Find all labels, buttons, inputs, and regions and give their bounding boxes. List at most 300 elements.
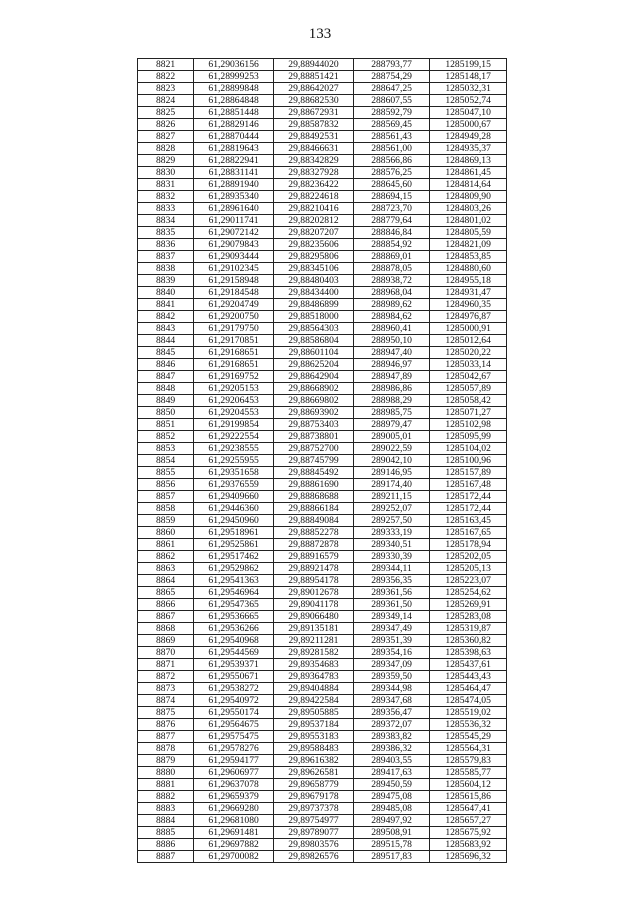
latitude-cell: 61,29529862 [194,563,274,575]
longitude-cell: 29,88518000 [274,311,354,323]
longitude-cell: 29,88852278 [274,527,354,539]
table-row [138,839,507,851]
longitude-cell: 29,88672931 [274,107,354,119]
point-number-cell: 8859 [138,515,194,527]
table-row [138,479,507,491]
point-number-cell: 8874 [138,695,194,707]
longitude-cell: 29,88866184 [274,503,354,515]
x-coordinate-cell: 288985,75 [353,407,429,419]
table-row [138,107,507,119]
x-coordinate-cell: 288947,40 [353,347,429,359]
latitude-cell: 61,29168651 [194,359,274,371]
latitude-cell: 61,28829146 [194,119,274,131]
table-row [138,215,507,227]
latitude-cell: 61,29546964 [194,587,274,599]
x-coordinate-cell: 289383,82 [353,731,429,743]
table-row [138,119,507,131]
y-coordinate-cell: 1285172,44 [430,491,507,503]
y-coordinate-cell: 1285675,92 [430,827,507,839]
x-coordinate-cell: 288950,10 [353,335,429,347]
y-coordinate-cell: 1284880,60 [430,263,507,275]
longitude-cell: 29,89803576 [274,839,354,851]
latitude-cell: 61,29700082 [194,851,274,863]
longitude-cell: 29,88480403 [274,275,354,287]
y-coordinate-cell: 1285100,96 [430,455,507,467]
y-coordinate-cell: 1285604,12 [430,779,507,791]
longitude-cell: 29,88224618 [274,191,354,203]
x-coordinate-cell: 288979,47 [353,419,429,431]
latitude-cell: 61,28819643 [194,143,274,155]
y-coordinate-cell: 1285696,32 [430,851,507,863]
table-row [138,227,507,239]
y-coordinate-cell: 1285360,82 [430,635,507,647]
table-row [138,659,507,671]
x-coordinate-cell: 289351,39 [353,635,429,647]
table-row [138,491,507,503]
y-coordinate-cell: 1285283,08 [430,611,507,623]
longitude-cell: 29,88564303 [274,323,354,335]
x-coordinate-cell: 288645,60 [353,179,429,191]
longitude-cell: 29,88845492 [274,467,354,479]
y-coordinate-cell: 1285564,31 [430,743,507,755]
x-coordinate-cell: 289356,35 [353,575,429,587]
point-number-cell: 8870 [138,647,194,659]
table-row [138,263,507,275]
x-coordinate-cell: 289174,40 [353,479,429,491]
x-coordinate-cell: 288793,77 [353,59,429,71]
latitude-cell: 61,29525861 [194,539,274,551]
x-coordinate-cell: 288561,43 [353,131,429,143]
x-coordinate-cell: 289333,19 [353,527,429,539]
y-coordinate-cell: 1285057,89 [430,383,507,395]
x-coordinate-cell: 288869,01 [353,251,429,263]
table-row [138,71,507,83]
y-coordinate-cell: 1285545,29 [430,731,507,743]
y-coordinate-cell: 1285000,91 [430,323,507,335]
table-row [138,575,507,587]
y-coordinate-cell: 1285020,22 [430,347,507,359]
x-coordinate-cell: 289497,92 [353,815,429,827]
x-coordinate-cell: 289022,59 [353,443,429,455]
latitude-cell: 61,29351658 [194,467,274,479]
point-number-cell: 8887 [138,851,194,863]
table-row [138,755,507,767]
point-number-cell: 8821 [138,59,194,71]
table-row [138,587,507,599]
latitude-cell: 61,29538272 [194,683,274,695]
longitude-cell: 29,88849084 [274,515,354,527]
latitude-cell: 61,29637078 [194,779,274,791]
latitude-cell: 61,29536266 [194,623,274,635]
latitude-cell: 61,28891940 [194,179,274,191]
point-number-cell: 8852 [138,431,194,443]
y-coordinate-cell: 1284814,64 [430,179,507,191]
latitude-cell: 61,29517462 [194,551,274,563]
longitude-cell: 29,88625204 [274,359,354,371]
point-number-cell: 8841 [138,299,194,311]
point-number-cell: 8864 [138,575,194,587]
x-coordinate-cell: 289475,08 [353,791,429,803]
point-number-cell: 8827 [138,131,194,143]
x-coordinate-cell: 289330,39 [353,551,429,563]
point-number-cell: 8833 [138,203,194,215]
x-coordinate-cell: 289361,56 [353,587,429,599]
table-row [138,683,507,695]
latitude-cell: 61,28899848 [194,83,274,95]
point-number-cell: 8869 [138,635,194,647]
table-row [138,515,507,527]
latitude-cell: 61,29550671 [194,671,274,683]
x-coordinate-cell: 288566,86 [353,155,429,167]
y-coordinate-cell: 1285102,98 [430,419,507,431]
y-coordinate-cell: 1285319,87 [430,623,507,635]
point-number-cell: 8860 [138,527,194,539]
x-coordinate-cell: 289485,08 [353,803,429,815]
table-row [138,395,507,407]
latitude-cell: 61,29179750 [194,323,274,335]
latitude-cell: 61,29204749 [194,299,274,311]
latitude-cell: 61,29518961 [194,527,274,539]
point-number-cell: 8822 [138,71,194,83]
x-coordinate-cell: 289450,59 [353,779,429,791]
y-coordinate-cell: 1285202,05 [430,551,507,563]
point-number-cell: 8882 [138,791,194,803]
y-coordinate-cell: 1284935,37 [430,143,507,155]
longitude-cell: 29,89135181 [274,623,354,635]
table-row [138,719,507,731]
table-row [138,551,507,563]
longitude-cell: 29,89789077 [274,827,354,839]
point-number-cell: 8847 [138,371,194,383]
point-number-cell: 8867 [138,611,194,623]
longitude-cell: 29,88954178 [274,575,354,587]
x-coordinate-cell: 289347,49 [353,623,429,635]
table-row [138,503,507,515]
x-coordinate-cell: 289042,10 [353,455,429,467]
longitude-cell: 29,88466631 [274,143,354,155]
y-coordinate-cell: 1284809,90 [430,191,507,203]
longitude-cell: 29,88668902 [274,383,354,395]
table-row [138,311,507,323]
table-row [138,455,507,467]
point-number-cell: 8824 [138,95,194,107]
point-number-cell: 8837 [138,251,194,263]
y-coordinate-cell: 1285519,02 [430,707,507,719]
table-row [138,611,507,623]
table-row [138,251,507,263]
y-coordinate-cell: 1285536,32 [430,719,507,731]
x-coordinate-cell: 288946,97 [353,359,429,371]
latitude-cell: 61,29669280 [194,803,274,815]
table-row [138,191,507,203]
point-number-cell: 8873 [138,683,194,695]
longitude-cell: 29,88916579 [274,551,354,563]
y-coordinate-cell: 1284931,47 [430,287,507,299]
longitude-cell: 29,88921478 [274,563,354,575]
y-coordinate-cell: 1285058,42 [430,395,507,407]
y-coordinate-cell: 1285178,94 [430,539,507,551]
y-coordinate-cell: 1285464,47 [430,683,507,695]
latitude-cell: 61,29170851 [194,335,274,347]
point-number-cell: 8832 [138,191,194,203]
x-coordinate-cell: 289349,14 [353,611,429,623]
x-coordinate-cell: 288694,15 [353,191,429,203]
table-row [138,155,507,167]
point-number-cell: 8871 [138,659,194,671]
longitude-cell: 29,88872878 [274,539,354,551]
point-number-cell: 8829 [138,155,194,167]
latitude-cell: 61,28831141 [194,167,274,179]
x-coordinate-cell: 288576,25 [353,167,429,179]
y-coordinate-cell: 1285615,86 [430,791,507,803]
latitude-cell: 61,28935340 [194,191,274,203]
point-number-cell: 8836 [138,239,194,251]
y-coordinate-cell: 1285199,15 [430,59,507,71]
longitude-cell: 29,89737378 [274,803,354,815]
y-coordinate-cell: 1284805,59 [430,227,507,239]
x-coordinate-cell: 289359,50 [353,671,429,683]
y-coordinate-cell: 1284821,09 [430,239,507,251]
longitude-cell: 29,89588483 [274,743,354,755]
point-number-cell: 8863 [138,563,194,575]
longitude-cell: 29,89041178 [274,599,354,611]
x-coordinate-cell: 288754,29 [353,71,429,83]
latitude-cell: 61,29168651 [194,347,274,359]
point-number-cell: 8862 [138,551,194,563]
table-row [138,275,507,287]
point-number-cell: 8828 [138,143,194,155]
table-row [138,167,507,179]
longitude-cell: 29,88236422 [274,179,354,191]
table-row [138,815,507,827]
latitude-cell: 61,28851448 [194,107,274,119]
y-coordinate-cell: 1285474,05 [430,695,507,707]
longitude-cell: 29,88851421 [274,71,354,83]
longitude-cell: 29,88210416 [274,203,354,215]
point-number-cell: 8825 [138,107,194,119]
x-coordinate-cell: 289252,07 [353,503,429,515]
longitude-cell: 29,88207207 [274,227,354,239]
latitude-cell: 61,29072142 [194,227,274,239]
x-coordinate-cell: 289257,50 [353,515,429,527]
y-coordinate-cell: 1284869,13 [430,155,507,167]
x-coordinate-cell: 288988,29 [353,395,429,407]
longitude-cell: 29,88642027 [274,83,354,95]
longitude-cell: 29,88753403 [274,419,354,431]
longitude-cell: 29,88434400 [274,287,354,299]
table-row [138,467,507,479]
table-row [138,695,507,707]
x-coordinate-cell: 289508,91 [353,827,429,839]
latitude-cell: 61,29200750 [194,311,274,323]
point-number-cell: 8842 [138,311,194,323]
y-coordinate-cell: 1285167,48 [430,479,507,491]
table-row [138,539,507,551]
point-number-cell: 8831 [138,179,194,191]
table-row [138,347,507,359]
latitude-cell: 61,29697882 [194,839,274,851]
y-coordinate-cell: 1285398,63 [430,647,507,659]
table-row [138,83,507,95]
x-coordinate-cell: 289347,68 [353,695,429,707]
table-row [138,179,507,191]
longitude-cell: 29,89658779 [274,779,354,791]
longitude-cell: 29,88202812 [274,215,354,227]
x-coordinate-cell: 289340,51 [353,539,429,551]
latitude-cell: 61,29102345 [194,263,274,275]
point-number-cell: 8855 [138,467,194,479]
table-row [138,431,507,443]
table-row [138,287,507,299]
y-coordinate-cell: 1285254,62 [430,587,507,599]
page-number: 133 [308,26,332,42]
point-number-cell: 8830 [138,167,194,179]
latitude-cell: 61,29446360 [194,503,274,515]
latitude-cell: 61,29450960 [194,515,274,527]
latitude-cell: 61,29079843 [194,239,274,251]
y-coordinate-cell: 1285033,14 [430,359,507,371]
x-coordinate-cell: 288846,84 [353,227,429,239]
x-coordinate-cell: 288968,04 [353,287,429,299]
longitude-cell: 29,88868688 [274,491,354,503]
latitude-cell: 61,29540972 [194,695,274,707]
x-coordinate-cell: 288878,05 [353,263,429,275]
table-row [138,527,507,539]
longitude-cell: 29,88601104 [274,347,354,359]
longitude-cell: 29,89679178 [274,791,354,803]
latitude-cell: 61,29575475 [194,731,274,743]
longitude-cell: 29,89626581 [274,767,354,779]
table-row [138,623,507,635]
y-coordinate-cell: 1285205,13 [430,563,507,575]
table-row [138,239,507,251]
longitude-cell: 29,88642904 [274,371,354,383]
longitude-cell: 29,89754977 [274,815,354,827]
y-coordinate-cell: 1285042,67 [430,371,507,383]
latitude-cell: 61,29206453 [194,395,274,407]
longitude-cell: 29,89826576 [274,851,354,863]
point-number-cell: 8884 [138,815,194,827]
latitude-cell: 61,29238555 [194,443,274,455]
longitude-cell: 29,88669802 [274,395,354,407]
latitude-cell: 61,29158948 [194,275,274,287]
point-number-cell: 8844 [138,335,194,347]
point-number-cell: 8872 [138,671,194,683]
table-row [138,779,507,791]
y-coordinate-cell: 1285443,43 [430,671,507,683]
point-number-cell: 8838 [138,263,194,275]
point-number-cell: 8861 [138,539,194,551]
latitude-cell: 61,29169752 [194,371,274,383]
y-coordinate-cell: 1284955,18 [430,275,507,287]
y-coordinate-cell: 1285269,91 [430,599,507,611]
point-number-cell: 8856 [138,479,194,491]
latitude-cell: 61,29606977 [194,767,274,779]
latitude-cell: 61,29547365 [194,599,274,611]
latitude-cell: 61,29539371 [194,659,274,671]
y-coordinate-cell: 1285052,74 [430,95,507,107]
x-coordinate-cell: 289344,98 [353,683,429,695]
table-row [138,335,507,347]
table-row [138,323,507,335]
y-coordinate-cell: 1284801,02 [430,215,507,227]
latitude-cell: 61,29544569 [194,647,274,659]
latitude-cell: 61,29036156 [194,59,274,71]
x-coordinate-cell: 288938,72 [353,275,429,287]
latitude-cell: 61,29376559 [194,479,274,491]
latitude-cell: 61,29659379 [194,791,274,803]
latitude-cell: 61,29255955 [194,455,274,467]
latitude-cell: 61,29594177 [194,755,274,767]
longitude-cell: 29,88235606 [274,239,354,251]
table-row [138,95,507,107]
x-coordinate-cell: 289347,09 [353,659,429,671]
point-number-cell: 8850 [138,407,194,419]
y-coordinate-cell: 1284853,85 [430,251,507,263]
latitude-cell: 61,29409660 [194,491,274,503]
longitude-cell: 29,89404884 [274,683,354,695]
point-number-cell: 8858 [138,503,194,515]
point-number-cell: 8877 [138,731,194,743]
table-row [138,443,507,455]
longitude-cell: 29,89354683 [274,659,354,671]
latitude-cell: 61,29578276 [194,743,274,755]
point-number-cell: 8886 [138,839,194,851]
table-row [138,791,507,803]
table-row [138,743,507,755]
longitude-cell: 29,89364783 [274,671,354,683]
table-row [138,359,507,371]
y-coordinate-cell: 1285095,99 [430,431,507,443]
x-coordinate-cell: 288960,41 [353,323,429,335]
longitude-cell: 29,88682530 [274,95,354,107]
x-coordinate-cell: 289372,07 [353,719,429,731]
latitude-cell: 61,28864848 [194,95,274,107]
table-row [138,707,507,719]
longitude-cell: 29,88345106 [274,263,354,275]
point-number-cell: 8854 [138,455,194,467]
point-number-cell: 8880 [138,767,194,779]
latitude-cell: 61,29184548 [194,287,274,299]
table-row [138,767,507,779]
latitude-cell: 61,28870444 [194,131,274,143]
y-coordinate-cell: 1285172,44 [430,503,507,515]
table-row [138,563,507,575]
point-number-cell: 8839 [138,275,194,287]
x-coordinate-cell: 288647,25 [353,83,429,95]
longitude-cell: 29,89616382 [274,755,354,767]
point-number-cell: 8857 [138,491,194,503]
y-coordinate-cell: 1285437,61 [430,659,507,671]
x-coordinate-cell: 288723,70 [353,203,429,215]
longitude-cell: 29,88752700 [274,443,354,455]
longitude-cell: 29,88295806 [274,251,354,263]
point-number-cell: 8845 [138,347,194,359]
point-number-cell: 8881 [138,779,194,791]
table-row [138,299,507,311]
y-coordinate-cell: 1285163,45 [430,515,507,527]
point-number-cell: 8840 [138,287,194,299]
longitude-cell: 29,88342829 [274,155,354,167]
y-coordinate-cell: 1285071,27 [430,407,507,419]
y-coordinate-cell: 1285032,31 [430,83,507,95]
longitude-cell: 29,89422584 [274,695,354,707]
table-row [138,731,507,743]
longitude-cell: 29,89505885 [274,707,354,719]
longitude-cell: 29,89012678 [274,587,354,599]
point-number-cell: 8865 [138,587,194,599]
longitude-cell: 29,88693902 [274,407,354,419]
